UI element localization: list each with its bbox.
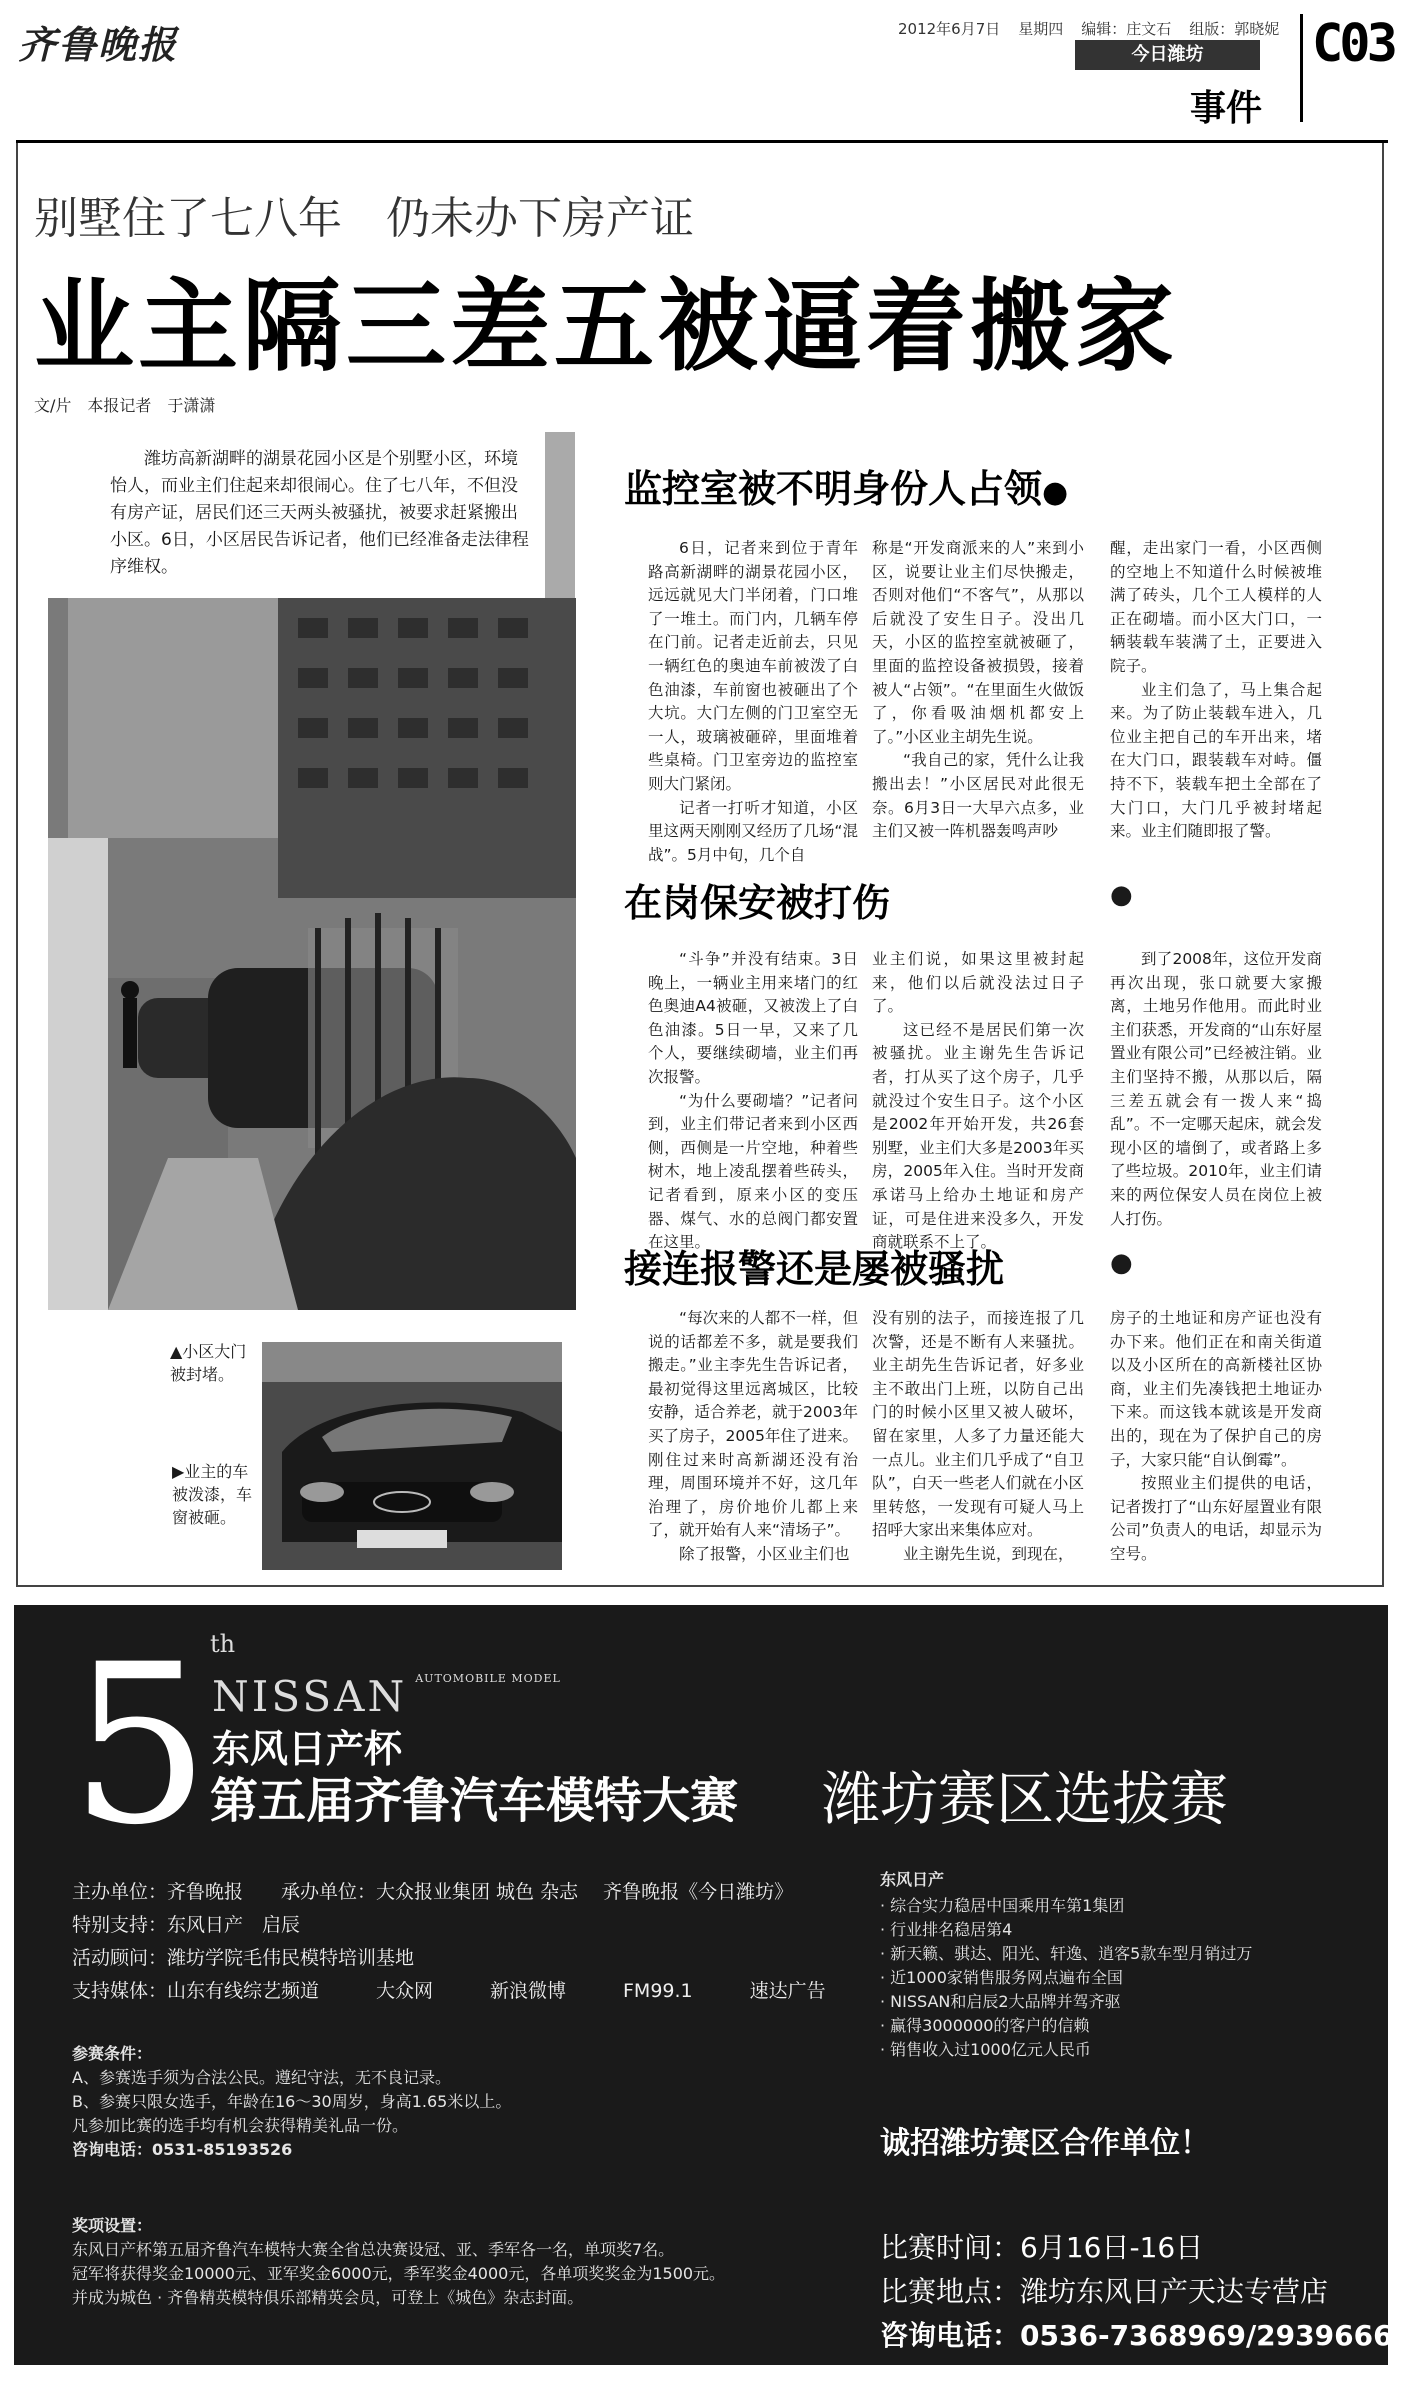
time-value: 6月16日-16日 xyxy=(1020,2231,1204,2264)
ad-condition-item: A、参赛选手须为合法公民。遵纪守法，无不良记录。 xyxy=(72,2068,451,2087)
dongfeng-point: · 销售收入过1000亿元人民币 xyxy=(880,2040,1091,2059)
dongfeng-point: · 行业排名稳居第4 xyxy=(880,1920,1013,1939)
section-title-text: 监控室被不明身份人占领 xyxy=(624,467,1043,511)
section-bullet-dot: ● xyxy=(1110,880,1133,910)
article-lead: 潍坊高新湖畔的湖景花园小区是个别墅小区，环境怡人，而业主们住起来却很闹心。住了七八年，不但没有房产证，居民们还三天两头被骚扰，被要求赶紧搬出小区。6日，小区居民告诉记者，他们已经准备走法律程序维权。 xyxy=(110,449,529,577)
paragraph: 业主们急了，马上集合起来。为了防止装载车进入，几位业主把自己的车开出来，堵在大门口，跟装载车对峙。僵持不下，装载车把土全部在了大门口，大门几乎被封堵起来。业主们随即报了警。 xyxy=(1110,680,1322,841)
ad-recruit: 诚招潍坊赛区合作单位！ xyxy=(880,2126,1210,2161)
ad-award-item: 东风日产杯第五届齐鲁汽车模特大赛全省总决赛设冠、亚、季军各一名，单项奖7名。 xyxy=(72,2240,675,2259)
section-label: 今日潍坊 xyxy=(1075,40,1260,70)
paragraph: 房子的土地证和房产证也没有办下来。他们正在和南关街道以及小区所在的高新楼社区协商，业主们先凑钱把土地证办下来。而这钱本就该是开发商出的，现在为了保护自己的房子，大家只能“自认倒霉”。 xyxy=(1110,1309,1322,1469)
place-value: 潍坊东风日产天达专营店 xyxy=(1020,2275,1329,2308)
section3-col3 xyxy=(1110,1307,1322,1567)
ad-title-region: 潍坊赛区选拔赛 xyxy=(822,1765,1229,1833)
section3-col2 xyxy=(872,1307,1084,1567)
paragraph: “我自己的家，凭什么让我搬出去！”小区居民对此很无奈。6月3日一大早六点多，业主们又被一阵机器轰鸣声吵 xyxy=(872,751,1084,841)
photo-damaged-car xyxy=(262,1342,562,1570)
article-headline: 业主隔三差五被逼着搬家 xyxy=(34,268,1178,385)
masthead-divider xyxy=(1300,14,1303,122)
article-subhead: 别墅住了七八年 仍未办下房产证 xyxy=(34,193,694,244)
dongfeng-point: · 综合实力稳居中国乘用车第1集团 xyxy=(880,1896,1125,1915)
paragraph: 没有别的法子，而接连报了几次警，还是不断有人来骚扰。业主胡先生告诉记者，好多业主不敢出门上班，以防自己出门的时候小区里又被人破坏，留在家里，人多了力量还能大一点儿。业主们几乎成了“自卫队”，白天一些老人们就在小区里转悠，一发现有可疑人马上招呼大家出来集体应对。 xyxy=(872,1309,1084,1540)
paragraph: 业主谢先生说，到现在， xyxy=(903,1544,1074,1563)
ad-support-line: 特别支持：东风日产 启辰 xyxy=(72,1914,301,1936)
ad-award-item: 并成为城色 · 齐鲁精英模特俱乐部精英会员，可登上《城色》杂志封面。 xyxy=(72,2288,584,2307)
section2-col3 xyxy=(1110,948,1322,1231)
section-title-monitor-room: 监控室被不明身份人占领● xyxy=(624,467,1069,511)
dongfeng-point: · NISSAN和启辰2大品牌并驾齐驱 xyxy=(880,1992,1121,2011)
section-bullet-dot: ● xyxy=(1110,1248,1133,1278)
editor-credit: 编辑：庄文石 xyxy=(1081,20,1172,38)
section-title-text: 在岗保安被打伤 xyxy=(624,881,891,925)
photo-car-illustration xyxy=(262,1342,562,1570)
ad-advisor-line: 活动顾问：潍坊学院毛伟民模特培训基地 xyxy=(72,1947,415,1969)
section-title-text: 接连报警还是屡被骚扰 xyxy=(624,1247,1005,1291)
section1-col2 xyxy=(872,537,1084,844)
ad-condition-item: 凡参加比赛的选手均有机会获得精美礼品一份。 xyxy=(72,2116,409,2135)
paragraph: “每次来的人都不一样，但说的话都差不多，就是要我们搬走。”业主李先生告诉记者，最初觉得这里远离城区，比较安静，适合养老，就于2003年买了房子，2005年住了进来。刚住过来时高新湖还没有治理，周围环境并不好，这几年治理了，房价地价儿都上来了，就开始有人来“清场子”。 xyxy=(648,1309,858,1540)
ad-ordinal: th xyxy=(210,1630,236,1658)
section-title-guard-injured xyxy=(624,872,890,927)
ad-place-line xyxy=(880,2270,1328,2310)
nissan-wordmark xyxy=(212,1672,561,1721)
ad-big-number: 5 xyxy=(70,1617,210,1873)
issue-date: 2012年6月7日 xyxy=(898,20,1001,38)
issue-meta xyxy=(898,18,1297,39)
dongfeng-point: · 近1000家销售服务网点遍布全国 xyxy=(880,1968,1123,1987)
article-byline: 文/片 本报记者 于潇潇 xyxy=(34,396,216,415)
layout-credit: 组版：郭晓妮 xyxy=(1189,20,1280,38)
ad-condition-item: B、参赛只限女选手，年龄在16～30周岁，身高1.65米以上。 xyxy=(72,2092,512,2111)
section1-col1 xyxy=(648,537,858,867)
paragraph: 这已经不是居民们第一次被骚扰。业主谢先生告诉记者，打从买了这个房子，几乎就没过个安生日子。这个小区是2002年开始开发，共26套别墅，业主们大多是2003年买房，2005年入住。当时开发商承诺马上给办土地证和房产证，可是住进来没多久，开发商就联系不上了。 xyxy=(872,1020,1084,1252)
section1-col3 xyxy=(1110,537,1322,844)
photo-gate-illustration xyxy=(48,598,576,1310)
dongfeng-title: 东风日产 xyxy=(880,1870,945,1889)
paragraph: “为什么要砌墙？”记者问到，业主们带记者来到小区西侧，西侧是一片空地，种着些树木，地上凌乱摆着些砖头，记者看到，原来小区的变压器、煤气、水的总阀门都安置在这里。 xyxy=(648,1091,858,1252)
section-name: 事件 xyxy=(1190,88,1263,129)
photo-caption-car: ▶业主的车被泼漆，车窗被砸。 xyxy=(172,1462,253,1527)
ad-conditions-title: 参赛条件： xyxy=(72,2044,153,2063)
section2-col1 xyxy=(648,948,858,1255)
section-title-repeated-harassment xyxy=(624,1238,1004,1293)
newspaper-logo: 齐鲁晚报 xyxy=(18,22,179,67)
paragraph: 6日，记者来到位于青年路高新湖畔的湖景花园小区，远远就见大门半闭着，门口堆了一堆土。而门内，几辆车停在门前。记者走近前去，只见一辆红色的奥迪车前被泼了白色油漆，车前窗也被砸出了个大坑。大门左侧的门卫室空无一人，玻璃被砸碎，里面堆着些桌椅。门卫室旁边的监控室则大门紧闭。 xyxy=(648,539,858,793)
dongfeng-point: · 新天籁、骐达、阳光、轩逸、逍客5款车型月销过万 xyxy=(880,1944,1253,1963)
phone-value: 0536-7368969/2939666 xyxy=(1020,2319,1393,2352)
ad-phone-line xyxy=(880,2314,1393,2354)
ad-cup-name: 东风日产杯 xyxy=(212,1727,403,1771)
issue-weekday: 星期四 xyxy=(1018,20,1064,38)
ad-award-item: 冠军将获得奖金10000元、亚军奖金6000元，季军奖金4000元，各单项奖奖金为1500元。 xyxy=(72,2264,726,2283)
phone-label: 咨询电话： xyxy=(880,2319,1021,2352)
page-number: C03 xyxy=(1312,14,1394,74)
ad-awards-title: 奖项设置： xyxy=(72,2216,153,2235)
photo-caption-gate: ▲小区大门被封堵。 xyxy=(170,1342,247,1384)
paragraph: 业主们说，如果这里被封起来，他们以后就没法过日子了。 xyxy=(872,950,1084,1016)
paragraph: 称是“开发商派来的人”来到小区，说要让业主们尽快搬走，否则对他们“不客气”，从那以后就没了安生日子。没出几天，小区的监控室就被砸了，里面的监控设备被损毁，接着被人“占领”。“在里面生火做饭了，你看吸油烟机都安上了。”小区业主胡先生说。 xyxy=(872,539,1084,746)
dongfeng-point: · 赢得3000000的客户的信赖 xyxy=(880,2016,1090,2035)
brand-sub: AUTOMOBILE MODEL xyxy=(415,1672,561,1685)
section3-col1 xyxy=(648,1307,858,1567)
brand-name: NISSAN xyxy=(212,1672,408,1721)
ad-condition-phone: 咨询电话：0531-85193526 xyxy=(72,2140,293,2159)
ad-organizer-line: 主办单位：齐鲁晚报 承办单位：大众报业集团 城色 杂志 齐鲁晚报《今日潍坊》 xyxy=(72,1881,794,1903)
paragraph: “斗争”并没有结束。3日晚上，一辆业主用来堵门的红色奥迪A4被砸，又被泼上了白色油漆。5日一早，又来了几个人，要继续砌墙，业主们再次报警。 xyxy=(648,950,858,1086)
paragraph: 记者一打听才知道，小区里这两天刚刚又经历了几场“混战”。5月中旬，几个自 xyxy=(648,798,858,864)
paragraph: 醒，走出家门一看，小区西侧的空地上不知道什么时候被堆满了砖头，几个工人模样的人正在砌墙。而小区大门口，一辆装载车装满了土，正要进入院子。 xyxy=(1110,539,1322,675)
ad-time-line xyxy=(880,2226,1203,2266)
ad-title: 第五届齐鲁汽车模特大赛 xyxy=(210,1773,739,1829)
time-label: 比赛时间： xyxy=(880,2231,1021,2264)
paragraph: 除了报警，小区业主们也 xyxy=(679,1544,850,1563)
place-label: 比赛地点： xyxy=(880,2275,1021,2308)
photo-gate-blocked xyxy=(48,598,576,1310)
ad-media-line: 支持媒体：山东有线综艺频道 大众网 新浪微博 FM99.1 速达广告 xyxy=(72,1980,826,2002)
section2-col2 xyxy=(872,948,1084,1255)
paragraph: 按照业主们提供的电话，记者拨打了“山东好屋置业有限公司”负责人的电话，却显示为空号。 xyxy=(1110,1474,1322,1563)
paragraph: 到了2008年，这位开发商再次出现，张口就要大家搬离，土地另作他用。而此时业主们获悉，开发商的“山东好屋置业有限公司”已经被注销。业主们坚持不搬，从那以后，隔三差五就会有一拨人来“捣乱”。不一定哪天起床，就会发现小区的墙倒了，或者路上多了些垃圾。2010年，业主们请来的两位保安人员在岗位上被人打伤。 xyxy=(1110,950,1322,1228)
